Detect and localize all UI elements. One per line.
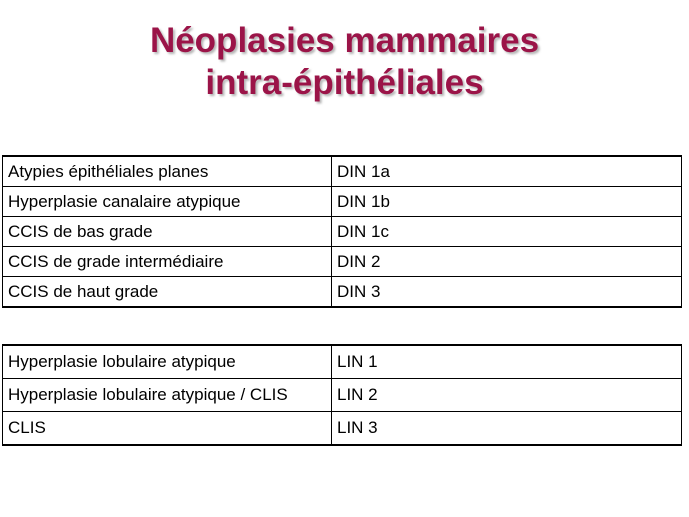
din-classification-table bbox=[2, 155, 682, 308]
table-row bbox=[3, 156, 682, 187]
table-row bbox=[3, 217, 682, 247]
table-row bbox=[3, 345, 682, 379]
lesion-label: CCIS de grade intermédiaire bbox=[3, 247, 332, 277]
classification-code: LIN 1 bbox=[332, 345, 682, 379]
lesion-label: CLIS bbox=[3, 412, 332, 446]
lesion-label: Hyperplasie lobulaire atypique / CLIS bbox=[3, 379, 332, 412]
title-line-2: intra-épithéliales bbox=[205, 63, 484, 102]
table-row bbox=[3, 247, 682, 277]
classification-code: DIN 3 bbox=[332, 277, 682, 308]
title-line-1: Néoplasies mammaires bbox=[149, 21, 540, 60]
table-row bbox=[3, 412, 682, 446]
classification-code: DIN 2 bbox=[332, 247, 682, 277]
table-row bbox=[3, 187, 682, 217]
lesion-label: CCIS de haut grade bbox=[3, 277, 332, 308]
lesion-label: Hyperplasie lobulaire atypique bbox=[3, 345, 332, 379]
lesion-label: CCIS de bas grade bbox=[3, 217, 332, 247]
classification-code: DIN 1a bbox=[332, 156, 682, 187]
classification-code: DIN 1b bbox=[332, 187, 682, 217]
classification-code: DIN 1c bbox=[332, 217, 682, 247]
classification-code: LIN 3 bbox=[332, 412, 682, 446]
lesion-label: Hyperplasie canalaire atypique bbox=[3, 187, 332, 217]
table-row bbox=[3, 277, 682, 308]
classification-code: LIN 2 bbox=[332, 379, 682, 412]
table-row bbox=[3, 379, 682, 412]
lesion-label: Atypies épithéliales planes bbox=[3, 156, 332, 187]
slide-title bbox=[0, 20, 689, 104]
lin-classification-table bbox=[2, 344, 682, 446]
